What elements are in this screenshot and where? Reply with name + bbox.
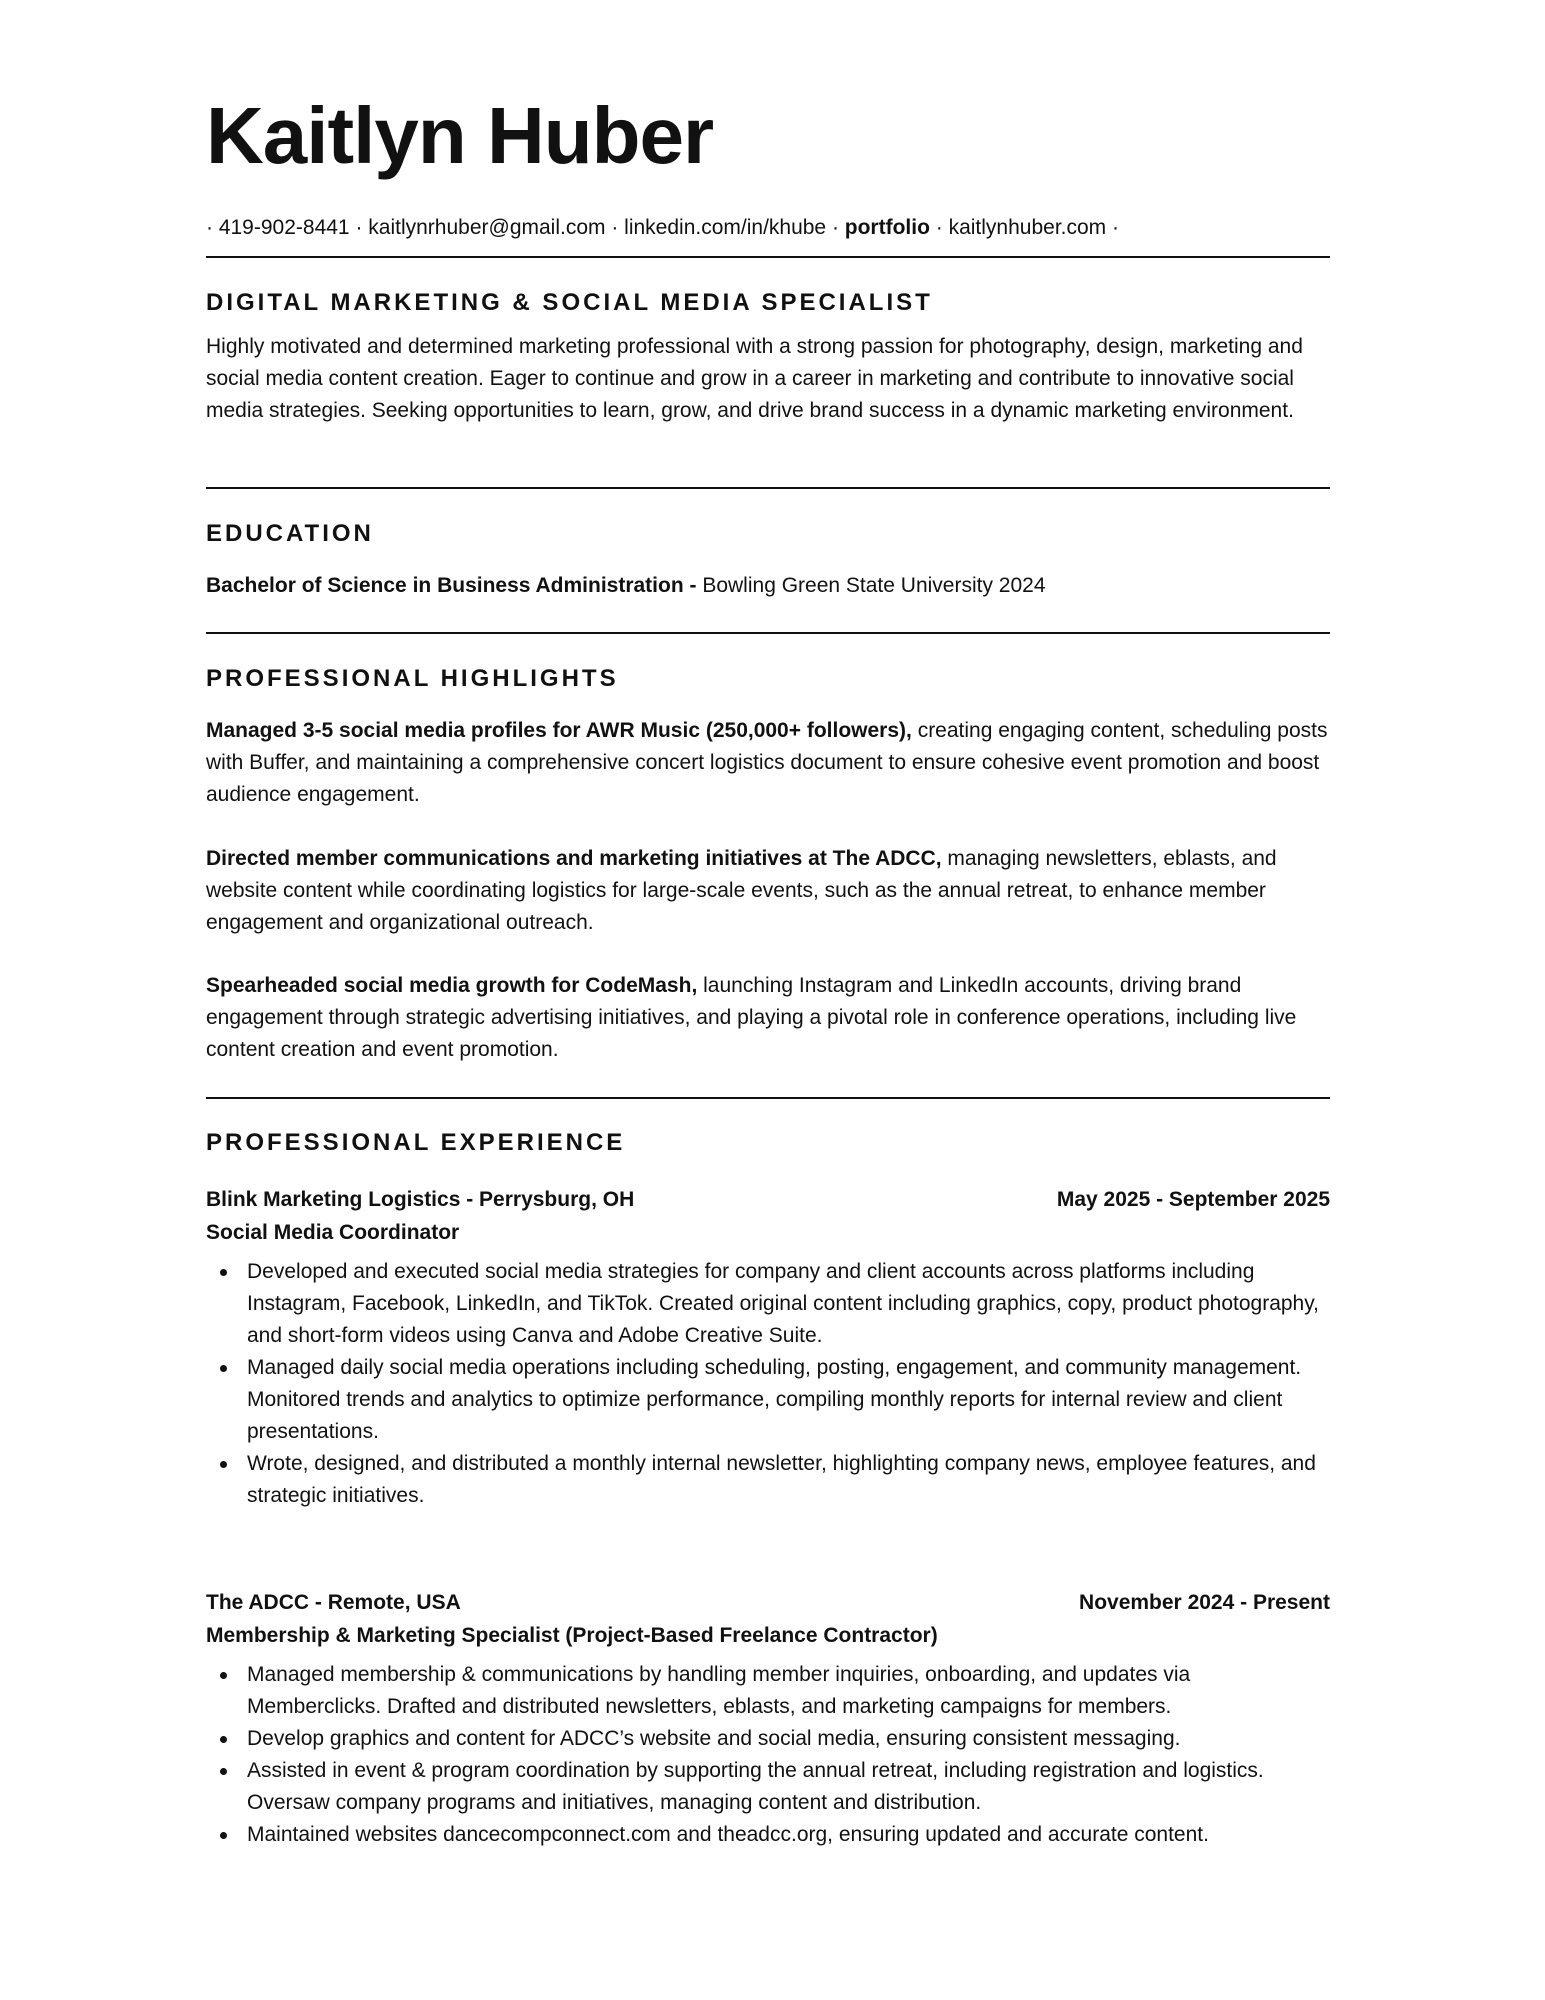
bullet-item: Managed daily social media operations including scheduling, posting, engagement, and community management. Monitored trends and analytics to optimize performance, compiling monthly reports for internal review and client presentations. xyxy=(247,1352,1330,1448)
job-role: Social Media Coordinator xyxy=(206,1221,460,1244)
bullet-item: Develop graphics and content for ADCC’s website and social media, ensuring consistent messaging. xyxy=(247,1723,1330,1755)
bullet-item: Managed membership & communications by handling member inquiries, onboarding, and updates via Memberclicks. Drafted and distributed newsletters, eblasts, and marketing campaigns for members. xyxy=(247,1659,1330,1723)
highlight-text: launching Instagram and LinkedIn accounts, driving brand engagement through strategic advertising initiatives, and playing a pivotal role in conference operations, including live content creation and event promotion. xyxy=(206,974,1297,1061)
education-heading: EDUCATION xyxy=(206,520,374,547)
highlight-text: creating engaging content, scheduling posts with Buffer, and maintaining a comprehensive concert logistics document to ensure cohesive event promotion and boost audience engagement. xyxy=(206,719,1328,806)
highlight-lead: Directed member communications and marketing initiatives at The ADCC, xyxy=(206,847,942,870)
job-dates: November 2024 - Present xyxy=(1079,1591,1330,1614)
job-header xyxy=(206,1184,1330,1216)
highlights-heading: PROFESSIONAL HIGHLIGHTS xyxy=(206,665,619,692)
job-company: The ADCC - Remote, USA xyxy=(206,1591,461,1614)
portfolio-site: · kaitlynhuber.com · xyxy=(929,216,1119,239)
job-role: Membership & Marketing Specialist (Project-Based Freelance Contractor) xyxy=(206,1624,938,1647)
job-bullets xyxy=(206,1256,1330,1512)
highlight-lead: Managed 3-5 social media profiles for AWR Music (250,000+ followers), xyxy=(206,719,912,742)
candidate-name: Kaitlyn Huber xyxy=(206,91,714,180)
job-dates: May 2025 - September 2025 xyxy=(1056,1188,1330,1211)
summary-text: Highly motivated and determined marketing professional with a strong passion for photography, design, marketing and social media content creation. Eager to continue and grow in a career in marketing and contribute to innovative social media strategies. Seeking opportunities to learn, grow, and drive brand success in a dynamic marketing environment. xyxy=(206,335,1303,422)
highlight-item xyxy=(206,970,1330,1066)
highlight-lead: Spearheaded social media growth for CodeMash, xyxy=(206,974,698,997)
bullet-item: Maintained websites dancecompconnect.com and theadcc.org, ensuring updated and accurate content. xyxy=(247,1819,1330,1851)
bullet-item: Developed and executed social media strategies for company and client accounts across platforms including Instagram, Facebook, LinkedIn, and TikTok. Created original content including graphics, copy, product photography, and short-form videos using Canva and Adobe Creative Suite. xyxy=(247,1256,1330,1352)
highlight-item xyxy=(206,715,1330,811)
highlight-item xyxy=(206,843,1330,939)
education-entry xyxy=(206,570,1330,602)
experience-heading: PROFESSIONAL EXPERIENCE xyxy=(206,1129,626,1156)
job-bullets xyxy=(206,1659,1330,1851)
school: Bowling Green State University 2024 xyxy=(696,574,1046,597)
divider xyxy=(206,632,1330,634)
degree: Bachelor of Science in Business Administration - xyxy=(206,574,697,597)
divider xyxy=(206,256,1330,258)
bullet-item: Wrote, designed, and distributed a monthly internal newsletter, highlighting company news, employee features, and strategic initiatives. xyxy=(247,1448,1330,1512)
highlight-text: managing newsletters, eblasts, and website content while coordinating logistics for large-scale events, such as the annual retreat, to enhance member engagement and organizational outreach. xyxy=(206,847,1277,934)
summary-heading: DIGITAL MARKETING & SOCIAL MEDIA SPECIALIST xyxy=(206,289,933,316)
divider xyxy=(206,1097,1330,1099)
portfolio-label: portfolio xyxy=(844,216,930,239)
contact-details: · 419-902-8441 · kaitlynrhuber@gmail.com · linkedin.com/in/khube · xyxy=(206,216,845,239)
job-header xyxy=(206,1587,1330,1619)
contact-line xyxy=(206,214,1330,242)
job-company: Blink Marketing Logistics - Perrysburg, OH xyxy=(206,1188,635,1211)
divider xyxy=(206,487,1330,489)
bullet-item: Assisted in event & program coordination by supporting the annual retreat, including registration and logistics. Oversaw company programs and initiatives, managing content and distribution. xyxy=(247,1755,1330,1819)
